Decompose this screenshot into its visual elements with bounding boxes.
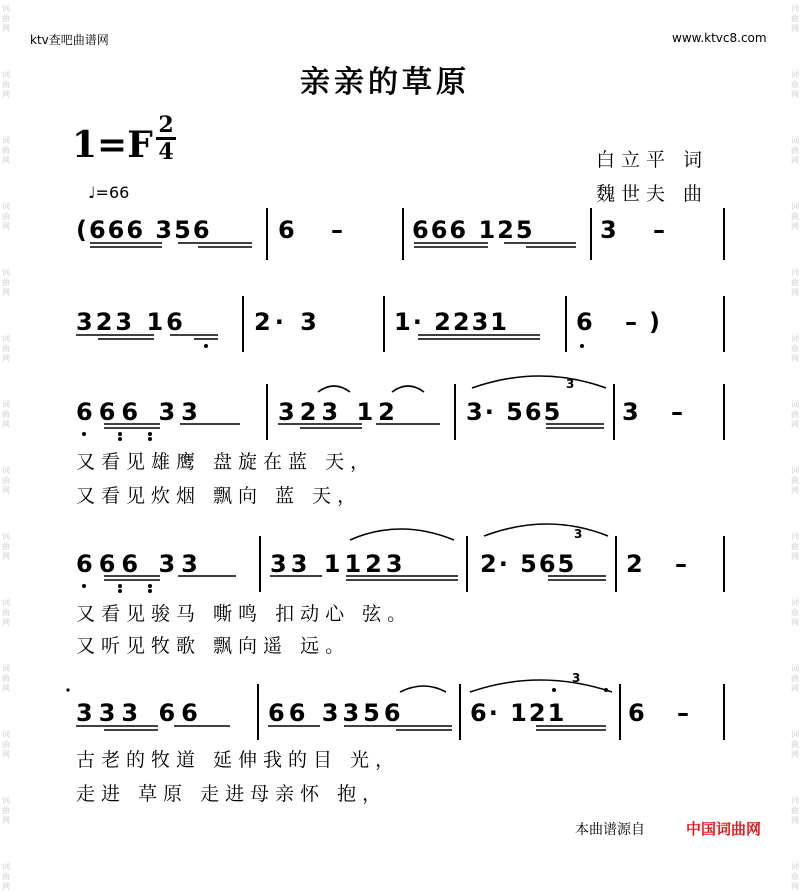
svg-text:3: 3 — [574, 527, 583, 541]
watermark-text: 词曲网 — [791, 70, 799, 99]
watermark-text: 词曲网 — [2, 664, 10, 693]
measure-1-3: 666 125 — [412, 216, 535, 244]
watermark-text: 词曲网 — [791, 598, 799, 627]
watermark-text: 词曲网 — [2, 202, 10, 231]
time-numerator: 2 — [158, 112, 174, 138]
measure-4-4: 2 – — [626, 550, 700, 578]
header-left-site: ktv查吧曲谱网 — [30, 33, 109, 47]
watermark-text: 词曲网 — [791, 796, 799, 825]
watermark-text: 词曲网 — [791, 862, 799, 891]
lyric-verse1-line2: 又看见骏马 嘶鸣 扣动心 弦。 — [76, 603, 413, 625]
lyric-verse2-line1: 又看见炊烟 飘向 蓝 天， — [76, 485, 363, 507]
measure-2-1: 323 16 — [76, 308, 186, 336]
measure-5-2: 66 3356 — [268, 699, 405, 727]
header-right-site: www.ktvc8.com — [672, 31, 767, 45]
measure-3-1: 666 33 — [76, 398, 204, 426]
watermark-text: 词曲网 — [791, 730, 799, 759]
svg-text:3: 3 — [566, 377, 575, 391]
watermark-text: 词曲网 — [791, 466, 799, 495]
measure-1-2: 6 – — [278, 216, 358, 244]
lyric-verse2-line2: 又听见牧歌 飘向遥 远。 — [76, 635, 351, 657]
watermark-text: 词曲网 — [791, 202, 799, 231]
watermark-text: 词曲网 — [791, 4, 799, 33]
watermark-text: 词曲网 — [2, 136, 10, 165]
watermark-text: 词曲网 — [791, 136, 799, 165]
watermark-text: 词曲网 — [2, 730, 10, 759]
watermark-text: 词曲网 — [791, 334, 799, 363]
measure-5-3: 6· 121 — [470, 699, 567, 727]
time-denominator: 4 — [158, 139, 174, 165]
measure-2-4: 6 –) — [576, 308, 673, 336]
footer-source-site[interactable]: 中国词曲网 — [686, 820, 762, 838]
measure-2-2: 2· 3 — [254, 308, 321, 336]
watermark-text: 词曲网 — [791, 268, 799, 297]
measure-2-3: 1· 2231 — [394, 308, 509, 336]
key-signature: 1=F — [72, 124, 153, 166]
watermark-text: 词曲网 — [2, 400, 10, 429]
measure-3-3: 3· 565 — [466, 398, 563, 426]
lyric-verse1-line3: 古老的牧道 延伸我的目 光， — [76, 749, 401, 771]
watermark-text: 词曲网 — [2, 796, 10, 825]
svg-text:3: 3 — [572, 671, 581, 685]
watermark-text: 词曲网 — [791, 664, 799, 693]
measure-5-4: 6 – — [628, 699, 702, 727]
tempo-marking: ♩=66 — [88, 183, 130, 202]
measure-4-3: 2· 565 — [480, 550, 577, 578]
lyricist-credit: 白立平 词 — [596, 149, 709, 171]
measure-5-1: 333 66 — [76, 699, 204, 727]
lyric-verse1-line1: 又看见雄鹰 盘旋在蓝 天， — [76, 451, 376, 473]
lyric-verse2-line3: 走进 草原 走进母亲怀 抱， — [76, 783, 388, 805]
watermark-text: 词曲网 — [791, 532, 799, 561]
watermark-text: 词曲网 — [2, 4, 10, 33]
measure-1-1: (666 356 — [76, 216, 212, 244]
footer-source-label: 本曲谱源自 — [575, 822, 645, 838]
watermark-text: 词曲网 — [2, 532, 10, 561]
watermark-text: 词曲网 — [2, 268, 10, 297]
measure-4-2: 33 1123 — [270, 550, 407, 578]
watermark-text: 词曲网 — [2, 466, 10, 495]
watermark-text: 词曲网 — [2, 598, 10, 627]
watermark-text: 词曲网 — [2, 70, 10, 99]
composer-credit: 魏世夫 曲 — [596, 183, 709, 205]
measure-3-4: 3 – — [622, 398, 696, 426]
watermark-text: 词曲网 — [2, 334, 10, 363]
measure-1-4: 3 – — [600, 216, 680, 244]
watermark-text: 词曲网 — [2, 862, 10, 891]
song-title: 亲亲的草原 — [300, 65, 470, 100]
watermark-text: 词曲网 — [791, 400, 799, 429]
measure-3-2: 323 12 — [278, 398, 400, 426]
measure-4-1: 666 33 — [76, 550, 204, 578]
